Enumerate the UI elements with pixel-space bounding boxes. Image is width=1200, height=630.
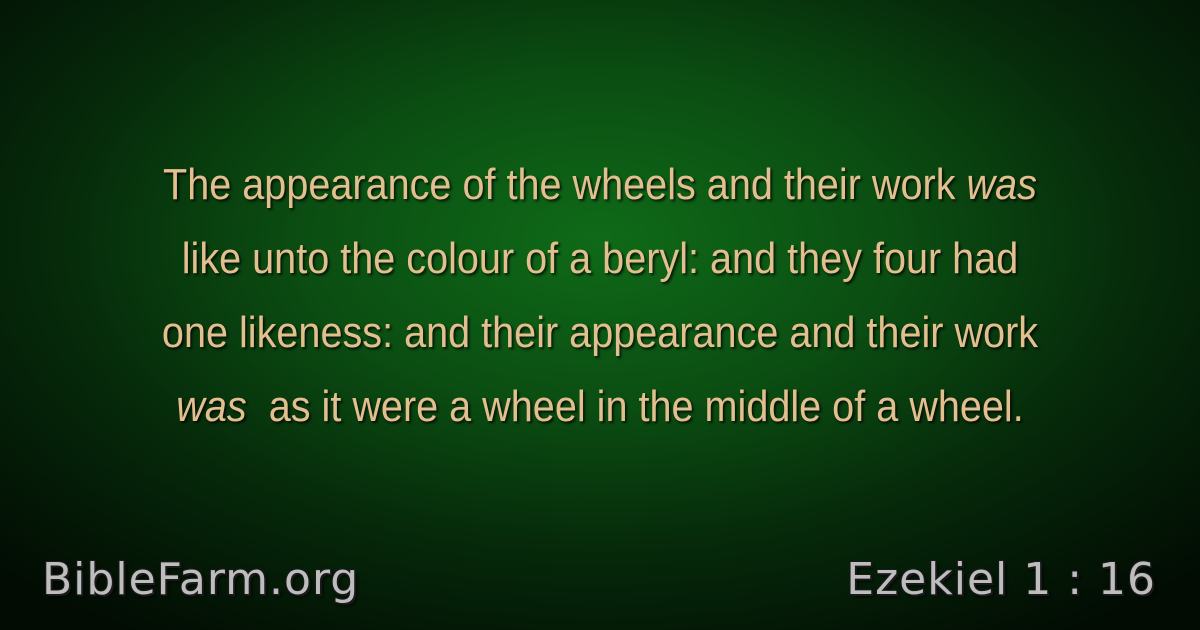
- verse-line-4: [96, 370, 1104, 444]
- verse-line-4-italic: was: [176, 382, 247, 431]
- verse-line-3: one likeness: and their appearance and their work: [161, 308, 1039, 357]
- verse-line-1-italic: was: [966, 160, 1037, 209]
- verse-line-4-text: as it were a wheel in the middle of a wheel.: [246, 382, 1024, 431]
- verse-text: [96, 148, 1104, 444]
- verse-reference: Ezekiel 1 : 16: [846, 554, 1156, 605]
- verse-line-1: [96, 148, 1104, 222]
- verse-line-1-text: The appearance of the wheels and their work: [163, 160, 967, 209]
- verse-line-2: like unto the colour of a beryl: and they four had: [181, 234, 1019, 283]
- site-name: BibleFarm.org: [42, 554, 360, 605]
